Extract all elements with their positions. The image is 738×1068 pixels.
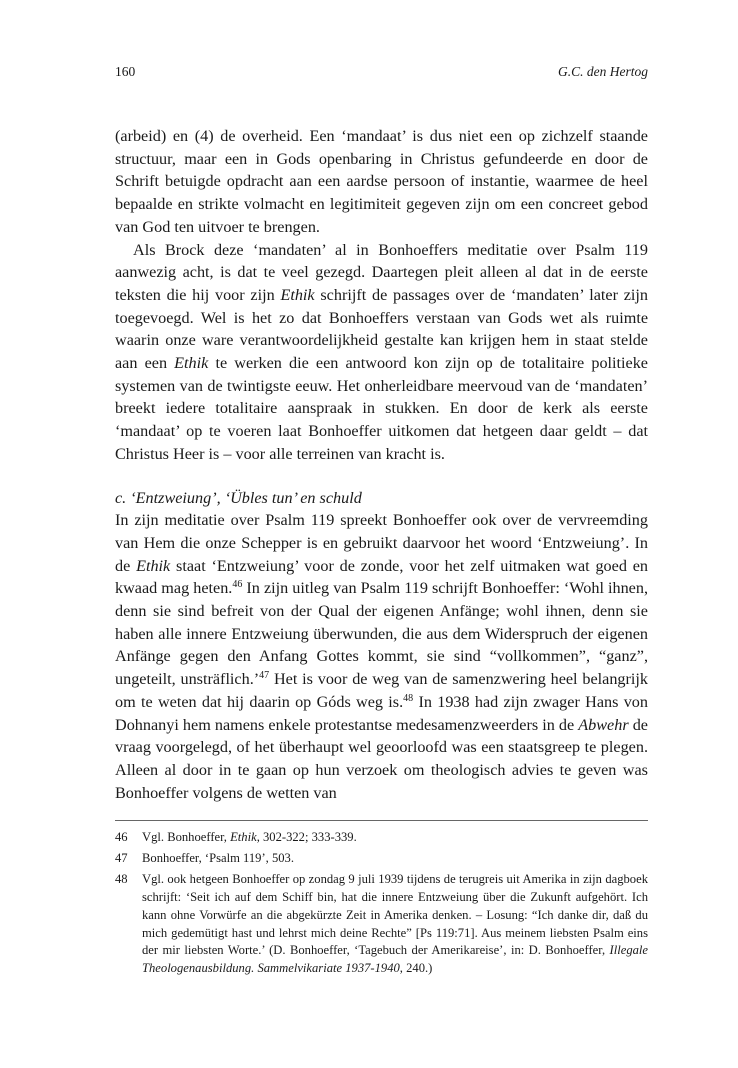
footnote-ref-46[interactable]: 46 (232, 579, 243, 591)
section-heading: c. ‘Entzweiung’, ‘Übles tun’ en schuld (115, 488, 362, 507)
body-text (115, 125, 648, 804)
footnote-ref-48[interactable]: 48 (403, 692, 414, 704)
paragraph: Als Brock deze ‘mandaten’ al in Bonhoeffers meditatie over Psalm 119 aanwezig acht, is dat te veel gezegd. Daartegen pleit alleen al dat in de eerste teksten die hij voor zijn Ethik schrijft de passages over de ‘mandaten’ later zijn toegevoegd. Wel is het zo dat Bonhoeffers verstaan van Gods wet als ruimte waarin onze ware verantwoordelijkheid gestalte kan krijgen hem in staat stelde aan een Ethik te werken die een antwoord kon zijn op de totalitaire politieke systemen van de twintigste eeuw. Het onherleidbare meervoud van de ‘mandaten’ breekt iedere totalitaire aanspraak in stukken. En door de kerk als eerste ‘mandaat’ op te voeren laat Bonhoeffer uitkomen dat hetgeen daar geldt – dat Christus Heer is – voor alle terreinen van kracht is. (115, 240, 648, 463)
page-number: 160 (115, 64, 136, 79)
footnotes (115, 829, 648, 981)
footnote-47: 47 Bonhoeffer, ‘Psalm 119’, 503. (115, 850, 294, 865)
footnote-divider (115, 820, 648, 821)
running-head-author: G.C. den Hertog (558, 64, 648, 79)
running-head (115, 64, 648, 80)
footnote-ref-47[interactable]: 47 (259, 670, 270, 682)
paragraph: (arbeid) en (4) de overheid. Een ‘mandaat’ is dus niet een op zichzelf staande structuur, maar een in Gods openbaring in Christus gefundeerde en door de Schrift betuigde opdracht aan een aardse persoon of instantie, waarmee de heel bepaalde en strikte volmacht en legitimiteit gegeven zijn om een concreet gebod van God ten uitvoer te brengen. (115, 127, 648, 236)
footnote-48: 48 Vgl. ook hetgeen Bonhoeffer op zondag 9 juli 1939 tijdens de terugreis uit Amerika in zijn dagboek schrijft: ‘Seit ich auf dem Schiff bin, hat die innere Entzweiung über die Zukunft aufgehört. Ich kann ohne Vorwürfe an die abgekürzte Zeit in Amerika denken. – Losung: “Ich danke dir, daß du mich gedemütigt hast und lehrst mich deine Rechte” [Ps 119:71]. Aus meinem liebsten Psalm eins der mir liebsten Worte.’ (D. Bonhoeffer, ‘Tagebuch der Amerikareise’, in: D. Bonhoeffer, Illegale Theologenausbildung. Sammelvikariate 1937-1940, 240.) (115, 871, 648, 976)
footnote-46: 46 Vgl. Bonhoeffer, Ethik, 302-322; 333-339. (115, 830, 357, 844)
paragraph: In zijn meditatie over Psalm 119 spreekt Bonhoeffer ook over de vervreemding van Hem die onze Schepper is en gebruikt daarvoor het woord ‘Entzweiung’. In de Ethik staat ‘Entzweiung’ voor de zonde, voor het zelf uitmaken wat goed en kwaad mag heten.$^{46}$ In zijn uitleg van Psalm 119 schrijft Bonhoeffer: ‘Wohl ihnen, denn sie sind befreit von der Qual der eigenen Anfänge; wohl ihnen, denn sie haben alle innere Entzweiung überwunden, die aus dem Widerspruch der eigenen Anfänge gegen den Anfang Gottes kommt, sie sind “vollkommen”, “ganz”, ungeteilt, unsträflich.’$^{47}$ Het is voor de weg van de samenzwering heel belangrijk om te weten dat hij daarin op Góds weg is.$^{48}$ In 1938 had zijn zwager Hans von Dohnanyi hem namens enkele protestantse medesamenzweerders in de Abwehr de vraag voorgelegd, of het überhaupt wel geoorloofd was een staatsgreep te plegen. Alleen al door in te gaan op hun verzoek om theologisch advies te geven was Bonhoeffer volgens de wetten van (115, 511, 649, 802)
